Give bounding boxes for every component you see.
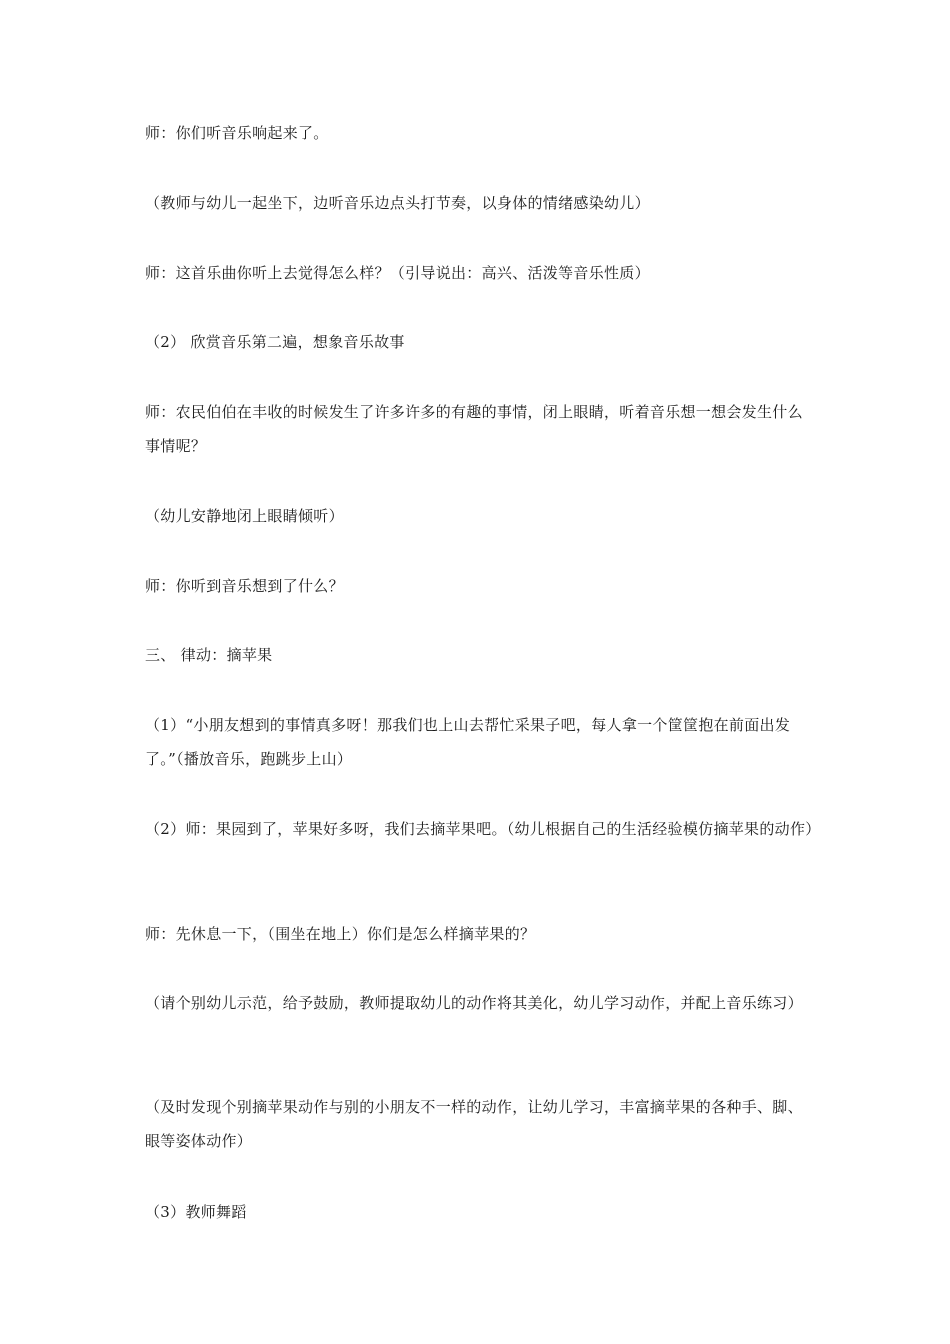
paragraph-10: （2）师：果园到了，苹果好多呀，我们去摘苹果吧。（幼儿根据自己的生活经验模仿摘苹果的动作） <box>145 820 821 838</box>
paragraph-3: 师：这首乐曲你听上去觉得怎么样？（引导说出：高兴、活泼等音乐性质） <box>145 264 650 282</box>
paragraph-1: 师：你们听音乐响起来了。 <box>145 124 329 142</box>
paragraph-7: 师：你听到音乐想到了什么？ <box>145 577 344 595</box>
paragraph-11: 师：先休息一下，（围坐在地上）你们是怎么样摘苹果的？ <box>145 925 536 943</box>
paragraph-4: （2） 欣赏音乐第二遍，想象音乐故事 <box>145 333 405 351</box>
section-heading: 三、 律动：摘苹果 <box>145 646 273 664</box>
paragraph-14: （3）教师舞蹈 <box>145 1203 247 1221</box>
paragraph-12: （请个别幼儿示范，给予鼓励，教师提取幼儿的动作将其美化，幼儿学习动作，并配上音乐练习） <box>145 994 803 1012</box>
paragraph-13: （及时发现个别摘苹果动作与别的小朋友不一样的动作，让幼儿学习，丰富摘苹果的各种手、脚、眼等姿体动作） <box>145 1098 803 1150</box>
paragraph-6: （幼儿安静地闭上眼睛倾听） <box>145 507 344 525</box>
paragraph-5: 师：农民伯伯在丰收的时候发生了许多许多的有趣的事情，闭上眼睛，听着音乐想一想会发生什么事情呢？ <box>145 403 803 455</box>
paragraph-9: （1）“小朋友想到的事情真多呀！那我们也上山去帮忙采果子吧，每人拿一个筐筐抱在前面出发了。”（播放音乐，跑跳步上山） <box>145 716 791 768</box>
paragraph-2: （教师与幼儿一起坐下，边听音乐边点头打节奏，以身体的情绪感染幼儿） <box>145 194 650 212</box>
